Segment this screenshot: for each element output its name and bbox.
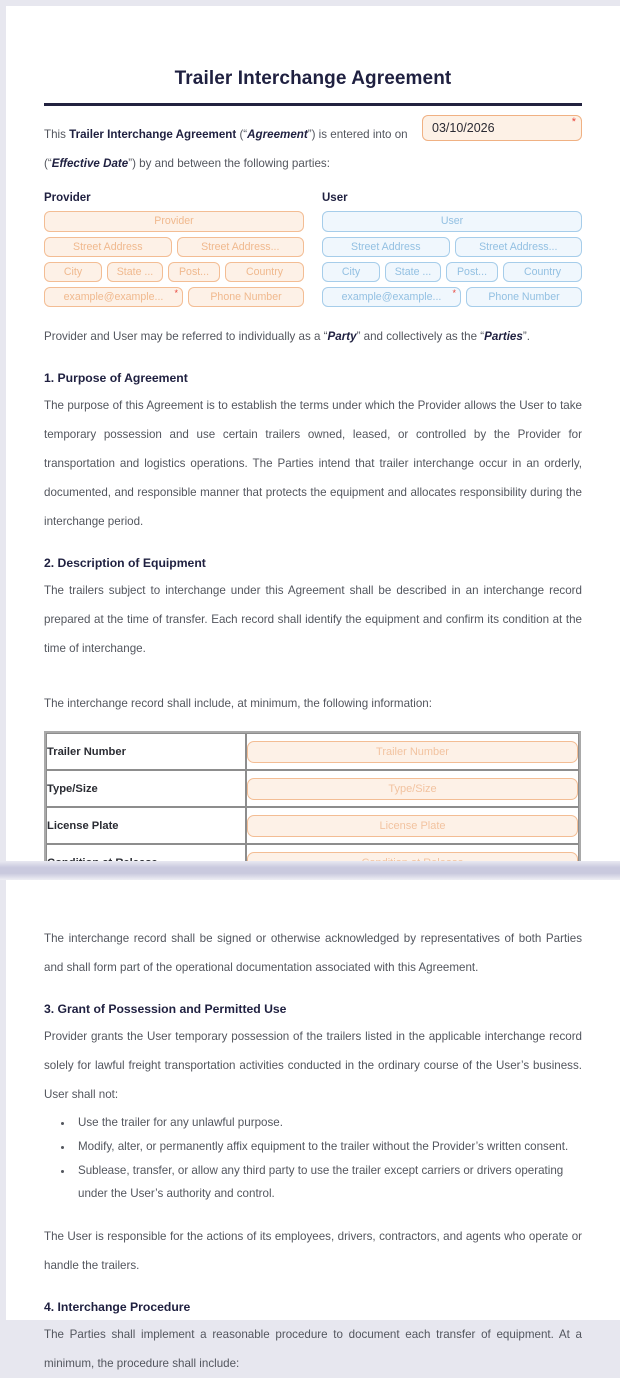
provider-email-input[interactable] [44, 287, 183, 307]
user-name-input[interactable]: User [322, 211, 582, 232]
quote-open: “ [323, 330, 328, 343]
intro-paren-open: (“ [236, 128, 248, 141]
table-row-input-cell [246, 807, 579, 844]
list-item: • Modify, alter, or permanently affix equipment to the trailer without the Provider’s written consent. [74, 1135, 582, 1158]
user-phone-input[interactable]: Phone Number [466, 287, 582, 307]
provider-name-row [44, 211, 304, 232]
section-2-lead-in: The interchange record shall include, at minimum, the following information: [44, 697, 432, 710]
document-page-1 [6, 6, 620, 861]
user-heading: User [322, 192, 348, 204]
user-party-block [322, 192, 582, 312]
section-3-bullet-list [44, 1111, 582, 1205]
intro-agreement-bold: Trailer Interchange Agreement [69, 128, 237, 141]
parties-definition-paragraph [44, 322, 582, 351]
parties-term: Parties [484, 330, 523, 343]
effective-date-value: 03/10/2026 [432, 121, 495, 135]
intro-agreement-emph: Agreement [247, 128, 308, 141]
provider-contact-row [44, 287, 304, 307]
intro-prefix: This [44, 128, 70, 141]
list-item: • Sublease, transfer, or allow any third party to use the trailer except carriers or drivers operating under the User’s authority and control. [74, 1159, 582, 1205]
page-2-content [6, 880, 620, 1378]
required-asterisk-icon: * [452, 288, 456, 298]
trailer-number-input[interactable]: Trailer Number [247, 741, 578, 763]
page-break-separator [0, 861, 620, 880]
page-1-content [6, 6, 620, 920]
page-title: Trailer Interchange Agreement [174, 68, 452, 89]
provider-name-input[interactable]: Provider [44, 211, 304, 232]
user-city-input[interactable]: City [322, 262, 380, 282]
provider-street-address-input[interactable]: Street Address [44, 237, 172, 257]
table-row-input-cell [246, 733, 579, 770]
intro-paragraph [44, 116, 582, 178]
section-2-body: The trailers subject to interchange under this Agreement shall be described in an interchange record prepared at the time of transfer. Each record shall identify the equipment and confirm its condition at the time of interchange. [44, 584, 582, 655]
section-4-body: The Parties shall implement a reasonable procedure to document each transfer of equipment. At a minimum, the procedure shall include: [44, 1328, 582, 1370]
user-street-address-2-input[interactable]: Street Address... [455, 237, 583, 257]
provider-street-address-2-input[interactable]: Street Address... [177, 237, 305, 257]
section-1-heading: 1. Purpose of Agreement [44, 371, 188, 385]
license-plate-input[interactable]: License Plate [247, 815, 578, 837]
provider-phone-input[interactable]: Phone Number [188, 287, 304, 307]
provider-country-input[interactable]: Country [225, 262, 304, 282]
provider-party-block [44, 192, 304, 312]
table-row-label: License Plate [46, 807, 246, 844]
table-row [46, 733, 579, 770]
document-page-2 [6, 880, 620, 1370]
table-row-input-cell [246, 770, 579, 807]
user-email-input[interactable] [322, 287, 461, 307]
effective-date-input[interactable] [422, 115, 582, 141]
section-1-body: The purpose of this Agreement is to establish the terms under which the Provider allows the User to take temporary possession and use certain trailers owned, leased, or controlled by the Provider for transportation and logistics operations. The Parties intend that trailer interchange occur in an orderly, documented, and responsible manner that protects the equipment and allocates responsibility during the interchange period. [44, 399, 582, 528]
section-3-closing: The User is responsible for the actions of its employees, drivers, contractors, and agents who operate or handle the trailers. [44, 1230, 582, 1272]
page-break-bar [0, 861, 620, 880]
intro-line2-rest: ”) by and between the following parties: [128, 157, 330, 170]
type-size-input[interactable]: Type/Size [247, 778, 578, 800]
provider-email-placeholder: example@example... [63, 291, 164, 303]
required-asterisk-icon: * [571, 116, 576, 128]
list-item: • Use the trailer for any unlawful purpose. [74, 1111, 582, 1134]
user-country-input[interactable]: Country [503, 262, 582, 282]
intro-paren-close: ”) is entered into on [307, 128, 408, 141]
required-asterisk-icon: * [174, 288, 178, 298]
provider-state-input[interactable]: State ... [107, 262, 163, 282]
provider-heading: Provider [44, 192, 91, 204]
parties-def-text-2: ” and collectively as the “ [356, 330, 485, 343]
intro-line2-open: (“ [44, 157, 52, 170]
table-row [46, 770, 579, 807]
user-contact-row [322, 287, 582, 307]
provider-city-input[interactable]: City [44, 262, 102, 282]
table-row-label: Trailer Number [46, 733, 246, 770]
parties-def-text-1: Provider and User may be referred to individually as a [44, 330, 324, 343]
section-4-heading: 4. Interchange Procedure [44, 1300, 191, 1314]
provider-locality-row [44, 262, 304, 282]
parties-form [44, 192, 582, 312]
section-2-heading: 2. Description of Equipment [44, 556, 206, 570]
section-2-after-table: The interchange record shall be signed or otherwise acknowledged by representatives of both Parties and shall form part of the operational documentation associated with this Agreement. [44, 932, 582, 974]
intro-text-line2 [44, 149, 582, 178]
parties-def-text-3: ”. [522, 330, 530, 343]
user-name-row [322, 211, 582, 232]
user-email-placeholder: example@example... [341, 291, 442, 303]
section-3-body: Provider grants the User temporary possession of the trailers listed in the applicable interchange record solely for lawful freight transportation activities conducted in the ordinary course of the User’s business. User shall not: [44, 1030, 582, 1101]
user-street-row [322, 237, 582, 257]
user-street-address-input[interactable]: Street Address [322, 237, 450, 257]
user-postal-input[interactable]: Post... [446, 262, 498, 282]
effective-date-emph: Effective Date [51, 157, 129, 170]
table-row [46, 807, 579, 844]
table-row-label: Type/Size [46, 770, 246, 807]
party-term: Party [327, 330, 357, 343]
provider-postal-input[interactable]: Post... [168, 262, 220, 282]
provider-street-row [44, 237, 304, 257]
user-locality-row [322, 262, 582, 282]
user-state-input[interactable]: State ... [385, 262, 441, 282]
section-3-heading: 3. Grant of Possession and Permitted Use [44, 1002, 287, 1016]
